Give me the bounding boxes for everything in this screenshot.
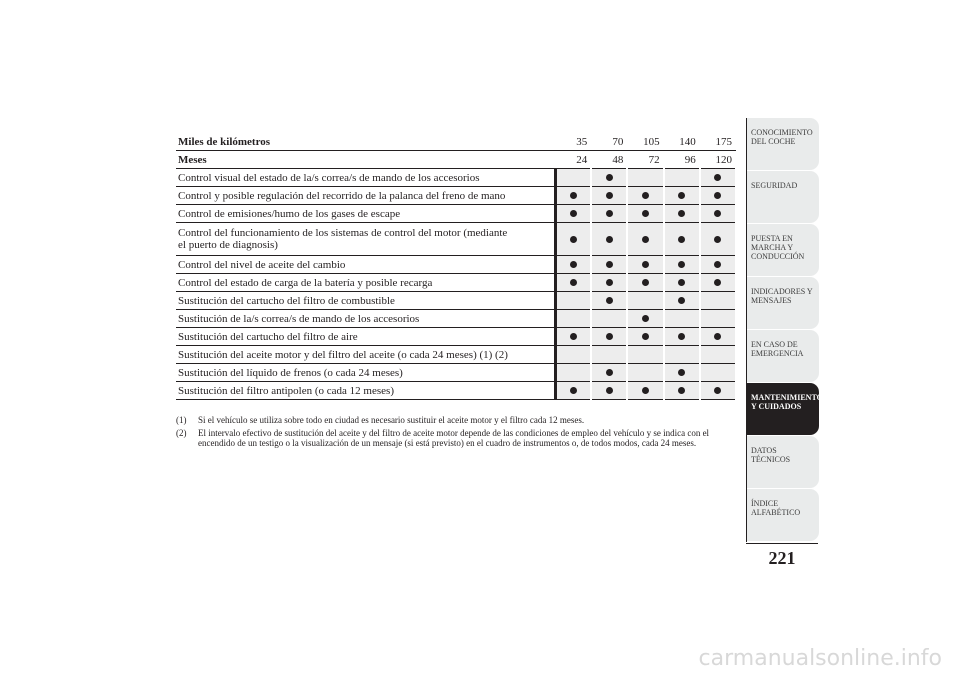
- footnotes: [176, 415, 736, 451]
- schedule-cell: [664, 346, 700, 364]
- header-value: 35: [555, 133, 591, 151]
- schedule-cell: [700, 346, 736, 364]
- check-dot-icon: [606, 261, 613, 268]
- schedule-cell: [591, 205, 627, 223]
- watermark: carmanualsonline.info: [698, 646, 942, 671]
- check-dot-icon: [606, 369, 613, 376]
- schedule-cell: [664, 169, 700, 187]
- table-row: [176, 346, 736, 364]
- check-dot-icon: [714, 333, 721, 340]
- schedule-cell: [555, 328, 591, 346]
- tab-puesta-en-marcha[interactable]: PUESTA EN MARCHA Y CONDUCCIÓN: [747, 224, 819, 276]
- page-number: 221: [746, 543, 818, 569]
- schedule-cell: [664, 292, 700, 310]
- chapter-sidebar: [746, 118, 823, 542]
- header-value: 72: [627, 151, 663, 169]
- schedule-cell: [664, 364, 700, 382]
- check-dot-icon: [570, 387, 577, 394]
- schedule-cell: [700, 169, 736, 187]
- table-row: [176, 328, 736, 346]
- check-dot-icon: [678, 261, 685, 268]
- schedule-cell: [700, 187, 736, 205]
- schedule-cell: [591, 256, 627, 274]
- row-label: Sustitución del aceite motor y del filtro del aceite (o cada 24 meses) (1) (2): [176, 346, 555, 364]
- schedule-cell: [700, 205, 736, 223]
- schedule-cell: [591, 328, 627, 346]
- schedule-cell: [591, 223, 627, 256]
- schedule-cell: [555, 187, 591, 205]
- maintenance-schedule-table: [176, 133, 737, 400]
- table-row: [176, 310, 736, 328]
- check-dot-icon: [678, 236, 685, 243]
- check-dot-icon: [678, 387, 685, 394]
- schedule-cell: [627, 274, 663, 292]
- row-label: Sustitución del líquido de frenos (o cada 24 meses): [176, 364, 555, 382]
- schedule-cell: [664, 205, 700, 223]
- footnote-number: (1): [176, 415, 187, 425]
- check-dot-icon: [570, 236, 577, 243]
- check-dot-icon: [678, 192, 685, 199]
- schedule-cell: [664, 328, 700, 346]
- header-value: 175: [700, 133, 736, 151]
- header-value: 140: [664, 133, 700, 151]
- schedule-cell: [700, 274, 736, 292]
- header-label: Meses: [176, 151, 555, 169]
- schedule-cell: [664, 310, 700, 328]
- table-row: [176, 274, 736, 292]
- schedule-cell: [591, 187, 627, 205]
- table-row: [176, 169, 736, 187]
- check-dot-icon: [714, 236, 721, 243]
- schedule-cell: [700, 292, 736, 310]
- schedule-cell: [664, 256, 700, 274]
- schedule-cell: [591, 382, 627, 400]
- schedule-cell: [627, 382, 663, 400]
- tab-en-caso-de-emergencia[interactable]: EN CASO DE EMERGENCIA: [747, 330, 819, 382]
- check-dot-icon: [642, 315, 649, 322]
- schedule-cell: [591, 346, 627, 364]
- schedule-cell: [700, 364, 736, 382]
- schedule-cell: [555, 310, 591, 328]
- table-row: [176, 187, 736, 205]
- table-row: [176, 223, 736, 256]
- check-dot-icon: [714, 192, 721, 199]
- schedule-cell: [664, 187, 700, 205]
- check-dot-icon: [678, 333, 685, 340]
- table-header-row: [176, 133, 736, 151]
- schedule-cell: [627, 364, 663, 382]
- schedule-cell: [555, 346, 591, 364]
- schedule-cell: [627, 205, 663, 223]
- row-label: Control de emisiones/humo de los gases de escape: [176, 205, 555, 223]
- schedule-cell: [555, 292, 591, 310]
- schedule-cell: [555, 364, 591, 382]
- check-dot-icon: [570, 192, 577, 199]
- tab-seguridad[interactable]: SEGURIDAD: [747, 171, 819, 223]
- schedule-cell: [591, 274, 627, 292]
- footnote-number: (2): [176, 427, 187, 438]
- schedule-cell: [591, 292, 627, 310]
- schedule-cell: [591, 364, 627, 382]
- table-row: [176, 292, 736, 310]
- tab-datos-tecnicos[interactable]: DATOS TÉCNICOS: [747, 436, 819, 488]
- check-dot-icon: [642, 387, 649, 394]
- schedule-cell: [627, 187, 663, 205]
- check-dot-icon: [678, 297, 685, 304]
- row-label: Sustitución de la/s correa/s de mando de los accesorios: [176, 310, 555, 328]
- tab-conocimiento-del-coche[interactable]: CONOCIMIENTO DEL COCHE: [747, 118, 819, 170]
- check-dot-icon: [606, 236, 613, 243]
- check-dot-icon: [570, 261, 577, 268]
- check-dot-icon: [606, 297, 613, 304]
- header-value: 24: [555, 151, 591, 169]
- check-dot-icon: [570, 333, 577, 340]
- check-dot-icon: [606, 210, 613, 217]
- schedule-cell: [700, 256, 736, 274]
- header-label: Miles de kilómetros: [176, 133, 555, 151]
- schedule-cell: [627, 346, 663, 364]
- check-dot-icon: [714, 210, 721, 217]
- row-label: Control y posible regulación del recorrido de la palanca del freno de mano: [176, 187, 555, 205]
- schedule-cell: [627, 223, 663, 256]
- table-row: [176, 382, 736, 400]
- table-row: [176, 205, 736, 223]
- schedule-cell: [555, 169, 591, 187]
- schedule-cell: [700, 382, 736, 400]
- schedule-cell: [555, 274, 591, 292]
- header-value: 105: [627, 133, 663, 151]
- table-row: [176, 364, 736, 382]
- schedule-cell: [627, 310, 663, 328]
- check-dot-icon: [714, 387, 721, 394]
- schedule-cell: [627, 256, 663, 274]
- check-dot-icon: [714, 279, 721, 286]
- check-dot-icon: [678, 210, 685, 217]
- check-dot-icon: [606, 279, 613, 286]
- schedule-cell: [627, 292, 663, 310]
- check-dot-icon: [642, 279, 649, 286]
- check-dot-icon: [606, 192, 613, 199]
- header-value: 70: [591, 133, 627, 151]
- schedule-cell: [555, 382, 591, 400]
- check-dot-icon: [642, 210, 649, 217]
- schedule-cell: [555, 223, 591, 256]
- check-dot-icon: [642, 261, 649, 268]
- schedule-cell: [700, 223, 736, 256]
- check-dot-icon: [678, 369, 685, 376]
- row-label: Control del nivel de aceite del cambio: [176, 256, 555, 274]
- row-label: Sustitución del cartucho del filtro de combustible: [176, 292, 555, 310]
- schedule-cell: [627, 169, 663, 187]
- tab-indice-alfabetico[interactable]: ÍNDICE ALFABÉTICO: [747, 489, 819, 541]
- schedule-cell: [555, 256, 591, 274]
- row-label: Control del estado de carga de la batería y posible recarga: [176, 274, 555, 292]
- table-row: [176, 256, 736, 274]
- check-dot-icon: [606, 387, 613, 394]
- tab-indicadores-y-mensajes[interactable]: INDICADORES Y MENSAJES: [747, 277, 819, 329]
- schedule-cell: [591, 169, 627, 187]
- check-dot-icon: [678, 279, 685, 286]
- header-value: 96: [664, 151, 700, 169]
- schedule-cell: [591, 310, 627, 328]
- row-label: Sustitución del cartucho del filtro de aire: [176, 328, 555, 346]
- check-dot-icon: [642, 236, 649, 243]
- table-header-row: [176, 151, 736, 169]
- tab-mantenimiento-y-cuidados[interactable]: MANTENIMIENTO Y CUIDADOS: [747, 383, 819, 435]
- check-dot-icon: [714, 261, 721, 268]
- footnote-2: [176, 428, 736, 449]
- check-dot-icon: [606, 174, 613, 181]
- check-dot-icon: [570, 210, 577, 217]
- footnote-text: Si el vehículo se utiliza sobre todo en ciudad es necesario sustituir el aceite motor y el filtro cada 12 meses.: [198, 415, 585, 425]
- header-value: 120: [700, 151, 736, 169]
- check-dot-icon: [642, 333, 649, 340]
- schedule-cell: [627, 328, 663, 346]
- schedule-cell: [664, 382, 700, 400]
- check-dot-icon: [714, 174, 721, 181]
- row-label: Control del funcionamiento de los sistemas de control del motor (mediante el puerto de diagnosis): [176, 223, 555, 256]
- schedule-cell: [664, 274, 700, 292]
- check-dot-icon: [606, 333, 613, 340]
- row-label: Sustitución del filtro antipolen (o cada 12 meses): [176, 382, 555, 400]
- check-dot-icon: [570, 279, 577, 286]
- footnote-text: El intervalo efectivo de sustitución del aceite y del filtro de aceite motor depende de las condiciones de empleo del vehículo y se indica con el encendido de un testigo o la visualización de un mensaje (si está previsto) en el cuadro de instrumentos o, de todos modos, cada 24 meses.: [198, 427, 710, 448]
- schedule-cell: [700, 328, 736, 346]
- check-dot-icon: [642, 192, 649, 199]
- schedule-cell: [700, 310, 736, 328]
- schedule-cell: [664, 223, 700, 256]
- footnote-1: [176, 415, 736, 426]
- row-label: Control visual del estado de la/s correa/s de mando de los accesorios: [176, 169, 555, 187]
- header-value: 48: [591, 151, 627, 169]
- schedule-cell: [555, 205, 591, 223]
